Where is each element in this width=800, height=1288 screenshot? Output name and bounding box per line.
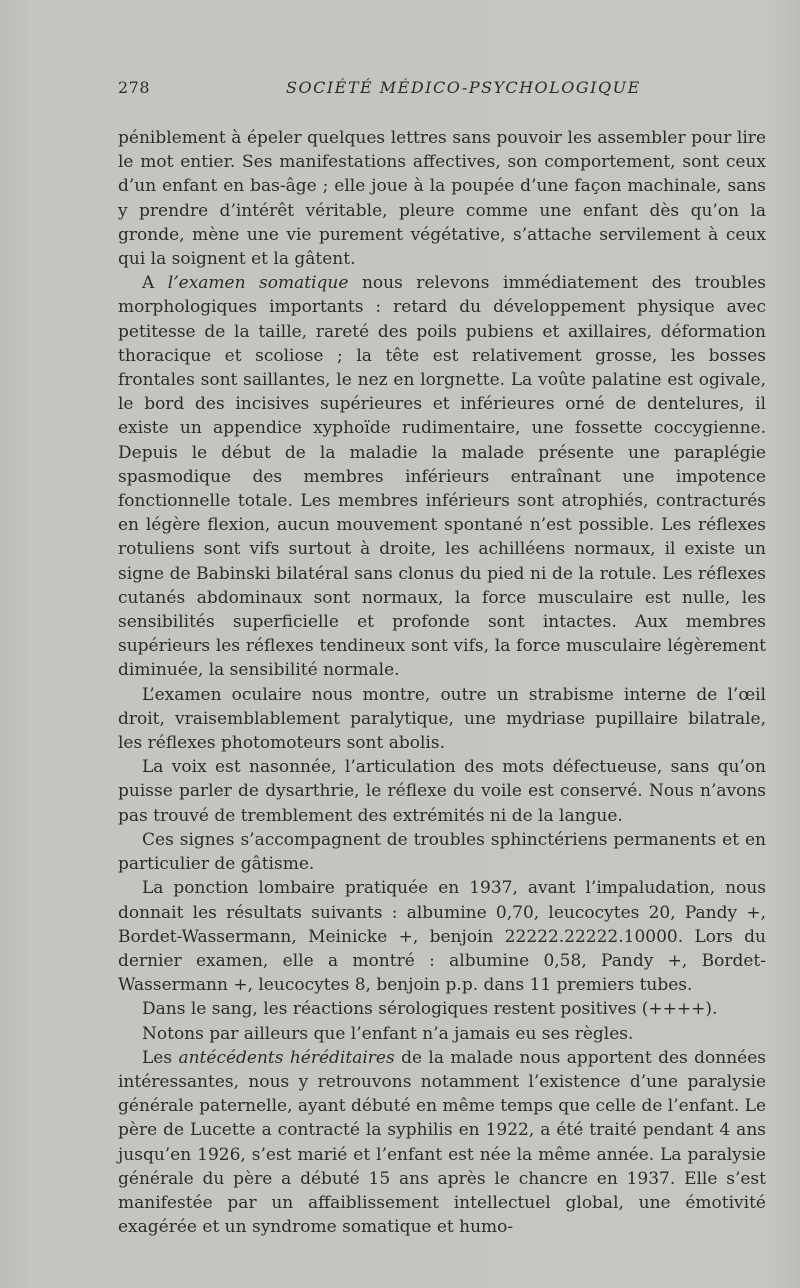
paragraph: [118, 828, 766, 876]
paragraph-text: Ces signes s’accompagnent de troubles sphinctériens permanents et en particulier de gâtisme.: [118, 829, 766, 875]
paragraph-text: Notons par ailleurs que l’enfant n’a jamais eu ses règles.: [142, 1023, 634, 1044]
paragraph: [118, 1046, 766, 1240]
paragraph-text: La voix est nasonnée, l’articulation des mots défectueuse, sans qu’on puisse parler de dysarthrie, le réflexe du voile est conservé. Nous n’avons pas trouvé de tremblement des extrémités ni de la langue.: [118, 757, 766, 826]
paragraph-lead: Les: [142, 1047, 179, 1068]
paragraph-lead: A: [142, 273, 168, 294]
paragraph-text: péniblement à épeler quelques lettres sans pouvoir les assembler pour lire le mot entier. Ses manifestations affectives, son comportement, sont ceux d’un enfant en bas-âge ; elle joue à la poupée d’une façon machinale, sans y prendre d’intérêt véritable, pleure comme une enfant dès qu’on la gronde, mène une vie purement végétative, s’attache servilement à ceux qui la soignent et la gâtent.: [118, 128, 766, 270]
paragraph-text: de la malade nous apportent des données intéressantes, nous y retrouvons notamment l’existence d’une paralysie générale paternelle, ayant débuté en même temps que celle de l’enfant. Le père de Lucette a contracté la syphilis en 1922, a été traité pendant 4 ans jusqu’en 1926, s’est marié et l’enfant est née la même année. La paralysie générale du père a débuté 15 ans après le chancre en 1937. Elle s’est manifestée par un affaiblissement intellectuel global, une émotivité exagérée et un syndrome somatique et humo-: [118, 1047, 767, 1238]
paragraph-text: Dans le sang, les réactions sérologiques restent positives (++++).: [142, 999, 718, 1020]
paragraph: [118, 997, 766, 1021]
paragraph-text: nous relevons immédiatement des troubles morphologiques importants : retard du développement physique avec petitesse de la taille, rareté des poils pubiens et axillaires, déformation thoracique et scoliose ; la tête est relativement grosse, les bosses frontales sont saillantes, le nez en lorgnette. La voûte palatine est ogivale, le bord des incisives supérieures et inférieures orné de dentelures, il existe un appendice xyphoïde rudimentaire, une fossette coccygienne. Depuis le début de la maladie la malade présente une paraplégie spasmodique des membres inférieurs entraînant une impotence fonctionnelle totale. Les membres inférieurs sont atrophiés, contracturés en légère flexion, aucun mouvement spontané n’est possible. Les réflexes rotuliens sont vifs surtout à droite, les achilléens normaux, il existe un signe de Babinski bilatéral sans clonus du pied ni de la rotule. Les réflexes cutanés abdominaux sont normaux, la force musculaire est nulle, les sensibilités superficielle et profonde sont intactes. Aux membres supérieurs les réflexes tendineux sont vifs, la force musculaire légèrement diminuée, la sensibilité normale.: [118, 273, 766, 681]
paragraph: [118, 126, 766, 271]
paragraph: [118, 271, 766, 682]
paragraph: [118, 755, 766, 828]
paragraph: [118, 1022, 766, 1046]
paragraph: [118, 683, 766, 756]
body-text: [118, 126, 766, 1239]
paragraph: [118, 876, 766, 997]
paragraph-text: La ponction lombaire pratiquée en 1937, avant l’impaludation, nous donnait les résultats suivants : albumine 0,70, leucocytes 20, Pandy +, Bordet-Wassermann, Meinicke +, benjoin 22222.22222.10000. Lors du dernier examen, elle a montré : albumine 0,58, Pandy +, Bordet-Wassermann +, leucocytes 8, benjoin p.p. dans 11 premiers tubes.: [118, 878, 766, 996]
paragraph-emphasis: l’examen somatique: [167, 273, 349, 294]
paragraph-text: L’examen oculaire nous montre, outre un strabisme interne de l’œil droit, vraisemblablement paralytique, une mydriase pupillaire bilatrale, les réflexes photomoteurs sont abolis.: [118, 684, 766, 754]
paragraph-emphasis: antécédents héréditaires: [178, 1047, 395, 1068]
page-number: 278: [118, 78, 151, 97]
running-head: SOCIÉTÉ MÉDICO-PSYCHOLOGIQUE: [286, 78, 641, 97]
page-header: [118, 78, 646, 102]
